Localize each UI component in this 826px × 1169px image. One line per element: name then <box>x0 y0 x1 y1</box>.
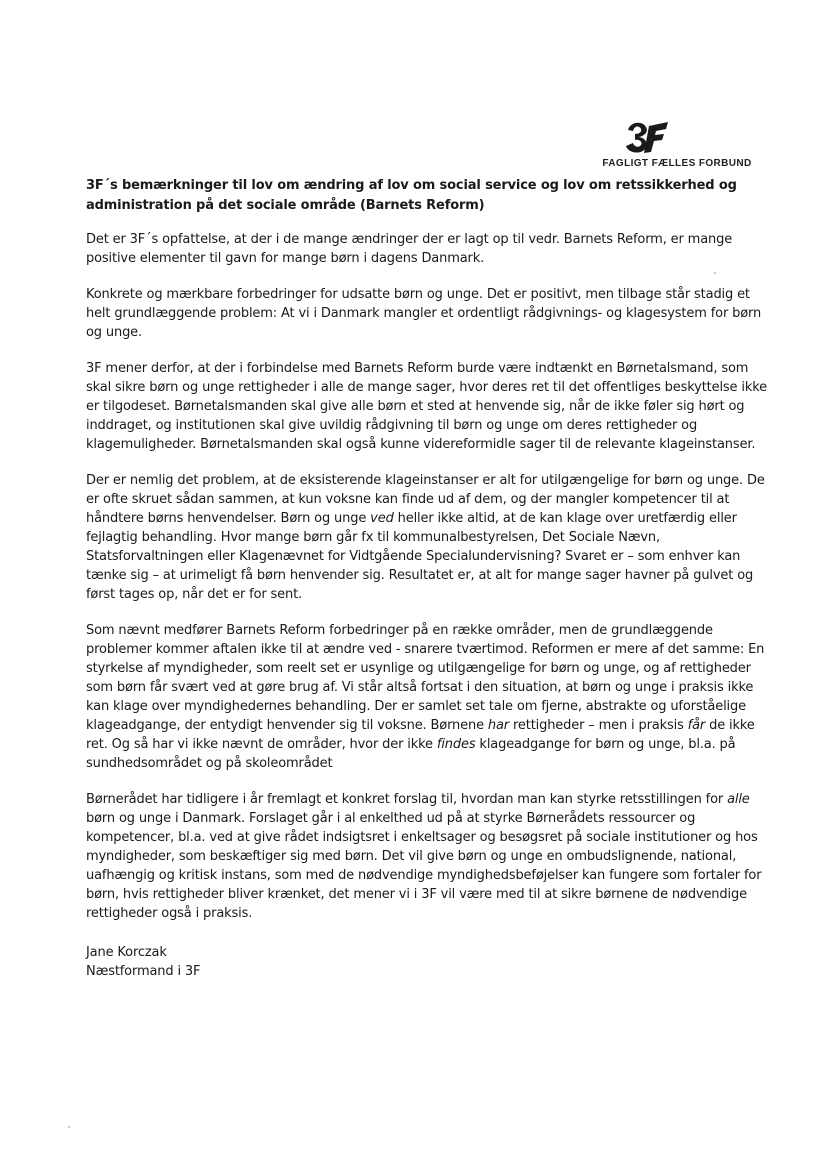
paragraph <box>86 790 770 923</box>
paragraph-text: rettigheder – men i praksis <box>509 718 688 733</box>
paragraph-text: heller ikke altid, at de kan klage over uretfærdig eller fejlagtig behandling. Hvor mange børn går fx til kommunalbestyrelsen, Det Sociale Nævn, Statsforvaltningen eller Klagenævnet for Vidtgående Specialundervisning? Svaret er – som enhver kan tænke sig – at urimeligt få børn henvender sig. Resultatet er, at alt for mange sager havner på gulvet og først tages op, når det er for sent. <box>86 511 754 602</box>
paragraph-text: Som nævnt medfører Barnets Reform forbedringer på en række områder, men de grundlæggende problemer kommer aftalen ikke til at ændre ved - snarere tværtimod. Reformen er mere af det samme: En styrkelse af myndigheder, som reelt set er usynlige og utilgængelige for børn og unge, og af rettigheder som børn får svært ved at gøre brug af. Vi står altså fortsat i den situation, at børn og unge i praksis ikke kan klage over myndighedernes behandling. Der er samlet set tale om fjerne, abstrakte og uforståelige klageadgange, der entydigt henvender sig til voksne. Børnene <box>86 623 765 733</box>
scan-speck <box>714 272 716 274</box>
emphasis-text: findes <box>436 737 476 752</box>
emphasis-text: har <box>487 718 510 733</box>
logo-text: FAGLIGT FÆLLES FORBUND <box>602 158 752 169</box>
paragraph-text: børn og unge i Danmark. Forslaget går i al enkelthed ud på at styrke Børnerådets ressourcer og kompetencer, bl.a. ved at give rådet indsigtsret i enkeltsager og besøgsret på sociale institutioner og hos myndigheder, som beskæftiger sig med børn. Det vil give børn og unge en ombudslignende, national, uafhængig og kritisk instans, som med de nødvendige myndighedsbeføjelser kan fungere som fortaler for børn, hvis rettigheder bliver krænket, det mener vi i 3F vil være med til at sikre børnene de nødvendige rettigheder også i praksis. <box>86 811 762 921</box>
paragraph-text: klageadgange for børn og unge, bl.a. på sundhedsområdet og på skoleområdet <box>86 737 736 771</box>
paragraph-text: Børnerådet har tidligere i år fremlagt et konkret forslag til, hvordan man kan styrke retsstillingen for <box>86 792 728 807</box>
emphasis-text: alle <box>727 792 750 807</box>
signature-block <box>86 943 770 981</box>
emphasis-text: ved <box>370 511 394 526</box>
3f-logo-icon <box>622 116 672 156</box>
paragraph <box>86 285 770 342</box>
paragraph <box>86 471 770 604</box>
paragraph-text: Det er 3F´s opfattelse, at der i de mange ændringer der er lagt op til vedr. Barnets Reform, er mange positive elementer til gavn for mange børn i dagens Danmark. <box>86 232 733 266</box>
paragraph <box>86 230 770 268</box>
document-title: 3F´s bemærkninger til lov om ændring af lov om social service og lov om retssikkerhed og administration på det sociale område (Barnets Reform) <box>86 178 737 213</box>
scan-speck <box>68 1126 70 1128</box>
paragraph-text: de ikke ret. Og så har vi ikke nævnt de områder, hvor der ikke <box>86 718 755 752</box>
signature-name: Jane Korczak <box>86 945 167 960</box>
paragraph-text: Konkrete og mærkbare forbedringer for udsatte børn og unge. Det er positivt, men tilbage står stadig et helt grundlæggende problem: At vi i Danmark mangler et ordentligt rådgivnings- og klagesystem for børn og unge. <box>86 287 762 340</box>
emphasis-text: får <box>687 718 706 733</box>
paragraph-list <box>86 230 770 923</box>
signature-role: Næstformand i 3F <box>86 964 201 979</box>
paragraph-text: Der er nemlig det problem, at de eksisterende klageinstanser er alt for utilgængelige for børn og unge. De er ofte skruet sådan sammen, at kun voksne kan finde ud af dem, og der mangler kompetencer til at håndtere børns henvendelser. Børn og unge <box>86 473 765 526</box>
logo <box>584 116 770 169</box>
paragraph <box>86 621 770 773</box>
paragraph <box>86 359 770 454</box>
letter-body <box>86 176 770 981</box>
paragraph-text: 3F mener derfor, at der i forbindelse med Barnets Reform burde være indtænkt en Børnetalsmand, som skal sikre børn og unge rettigheder i alle de mange sager, hvor deres ret til det offentliges beskyttelse ikke er tilgodeset. Børnetalsmanden skal give alle børn et sted at henvende sig, når de ikke føler sig hørt og inddraget, og institutionen skal give uvildig rådgivning til børn og unge om deres rettigheder og klagemuligheder. Børnetalsmanden skal også kunne videreformidle sager til de relevante klageinstanser. <box>86 361 767 452</box>
